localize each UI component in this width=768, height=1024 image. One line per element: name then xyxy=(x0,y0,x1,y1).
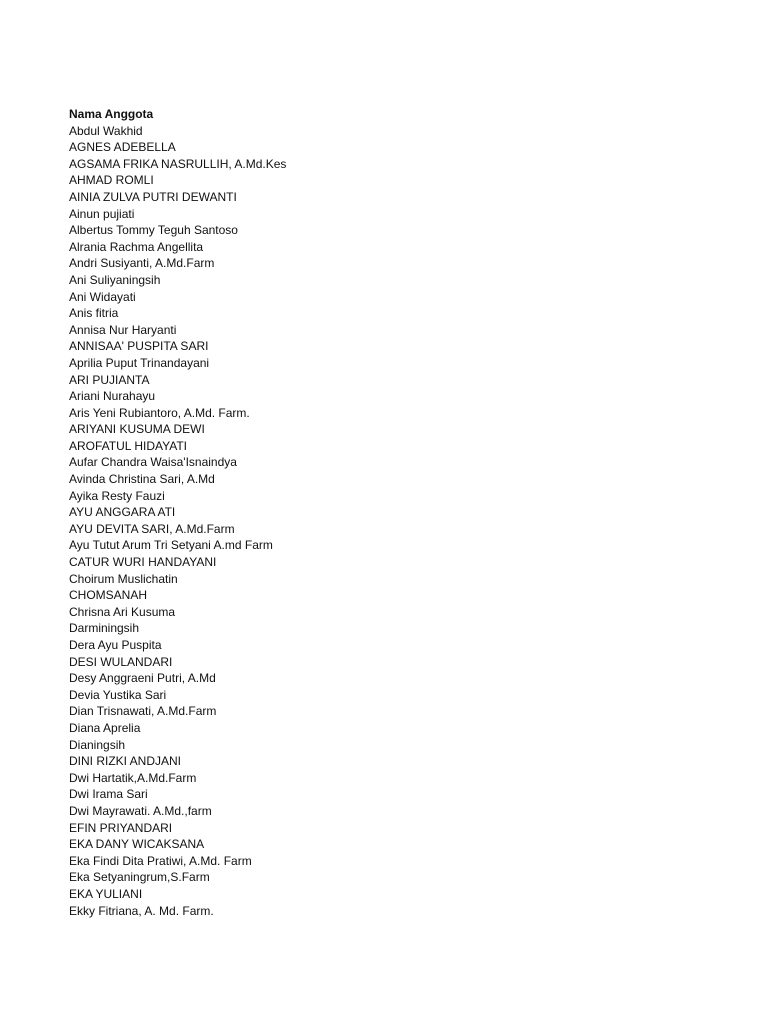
member-name: DESI WULANDARI xyxy=(69,654,173,669)
member-name: Aufar Chandra Waisa'Isnaindya xyxy=(69,455,237,470)
member-name: Anis fitria xyxy=(69,306,119,321)
member-name: Desy Anggraeni Putri, A.Md xyxy=(69,671,216,686)
member-name: CHOMSANAH xyxy=(69,588,148,603)
member-name: EFIN PRIYANDARI xyxy=(69,820,173,835)
member-name: Ayika Resty Fauzi xyxy=(69,488,165,503)
member-list xyxy=(69,123,729,920)
member-name: Avinda Christina Sari, A.Md xyxy=(69,472,215,487)
member-name: Dian Trisnawati, A.Md.Farm xyxy=(69,704,217,719)
member-name: Ayu Tutut Arum Tri Setyani A.md Farm xyxy=(69,538,273,553)
member-name: AYU DEVITA SARI, A.Md.Farm xyxy=(69,521,235,536)
member-name: Dwi Mayrawati. A.Md.,farm xyxy=(69,803,212,818)
column-header: Nama Anggota xyxy=(69,107,154,121)
member-name: Aris Yeni Rubiantoro, A.Md. Farm. xyxy=(69,405,250,420)
member-name: AINIA ZULVA PUTRI DEWANTI xyxy=(69,189,237,204)
member-name: CATUR WURI HANDAYANI xyxy=(69,555,217,570)
member-name: AHMAD ROMLI xyxy=(69,173,154,188)
member-name: Ainun pujiati xyxy=(69,206,135,221)
member-name: Dera Ayu Puspita xyxy=(69,638,162,652)
member-name: Andri Susiyanti, A.Md.Farm xyxy=(69,256,215,271)
member-name: DINI RIZKI ANDJANI xyxy=(69,754,182,769)
member-name: ANNISAA' PUSPITA SARI xyxy=(69,339,209,354)
member-name: Annisa Nur Haryanti xyxy=(69,322,177,337)
member-name: Darminingsih xyxy=(69,621,140,636)
member-name: Ani Suliyaningsih xyxy=(69,272,161,287)
member-name: Ariani Nurahayu xyxy=(69,389,156,404)
member-name: Ani Widayati xyxy=(69,289,136,304)
member-name: Dwi Hartatik,A.Md.Farm xyxy=(69,770,197,785)
member-name: ARI PUJIANTA xyxy=(69,372,150,387)
member-name: Devia Yustika Sari xyxy=(69,687,167,702)
member-name: EKA YULIANI xyxy=(69,886,143,901)
member-name: Eka Setyaningrum,S.Farm xyxy=(69,870,210,885)
member-name: Dianingsih xyxy=(69,737,126,752)
member-name: AGNES ADEBELLA xyxy=(69,140,176,155)
member-name: AROFATUL HIDAYATI xyxy=(69,438,188,453)
member-name: Ekky Fitriana, A. Md. Farm. xyxy=(69,903,214,918)
member-name: AGSAMA FRIKA NASRULLIH, A.Md.Kes xyxy=(69,156,287,171)
member-name: Eka Findi Dita Pratiwi, A.Md. Farm xyxy=(69,853,252,868)
member-name: Aprilia Puput Trinandayani xyxy=(69,355,210,370)
member-name: Dwi Irama Sari xyxy=(69,787,148,802)
member-name: Chrisna Ari Kusuma xyxy=(69,604,176,619)
member-name: Alrania Rachma Angellita xyxy=(69,239,204,254)
member-name: Choirum Muslichatin xyxy=(69,571,178,586)
member-name: EKA DANY WICAKSANA xyxy=(69,837,205,852)
document-page xyxy=(69,106,729,919)
member-name: Diana Aprelia xyxy=(69,720,141,735)
member-name: ARIYANI KUSUMA DEWI xyxy=(69,422,205,437)
member-name: Albertus Tommy Teguh Santoso xyxy=(69,223,238,238)
member-name: AYU ANGGARA ATI xyxy=(69,505,176,520)
member-name: Abdul Wakhid xyxy=(69,123,143,138)
